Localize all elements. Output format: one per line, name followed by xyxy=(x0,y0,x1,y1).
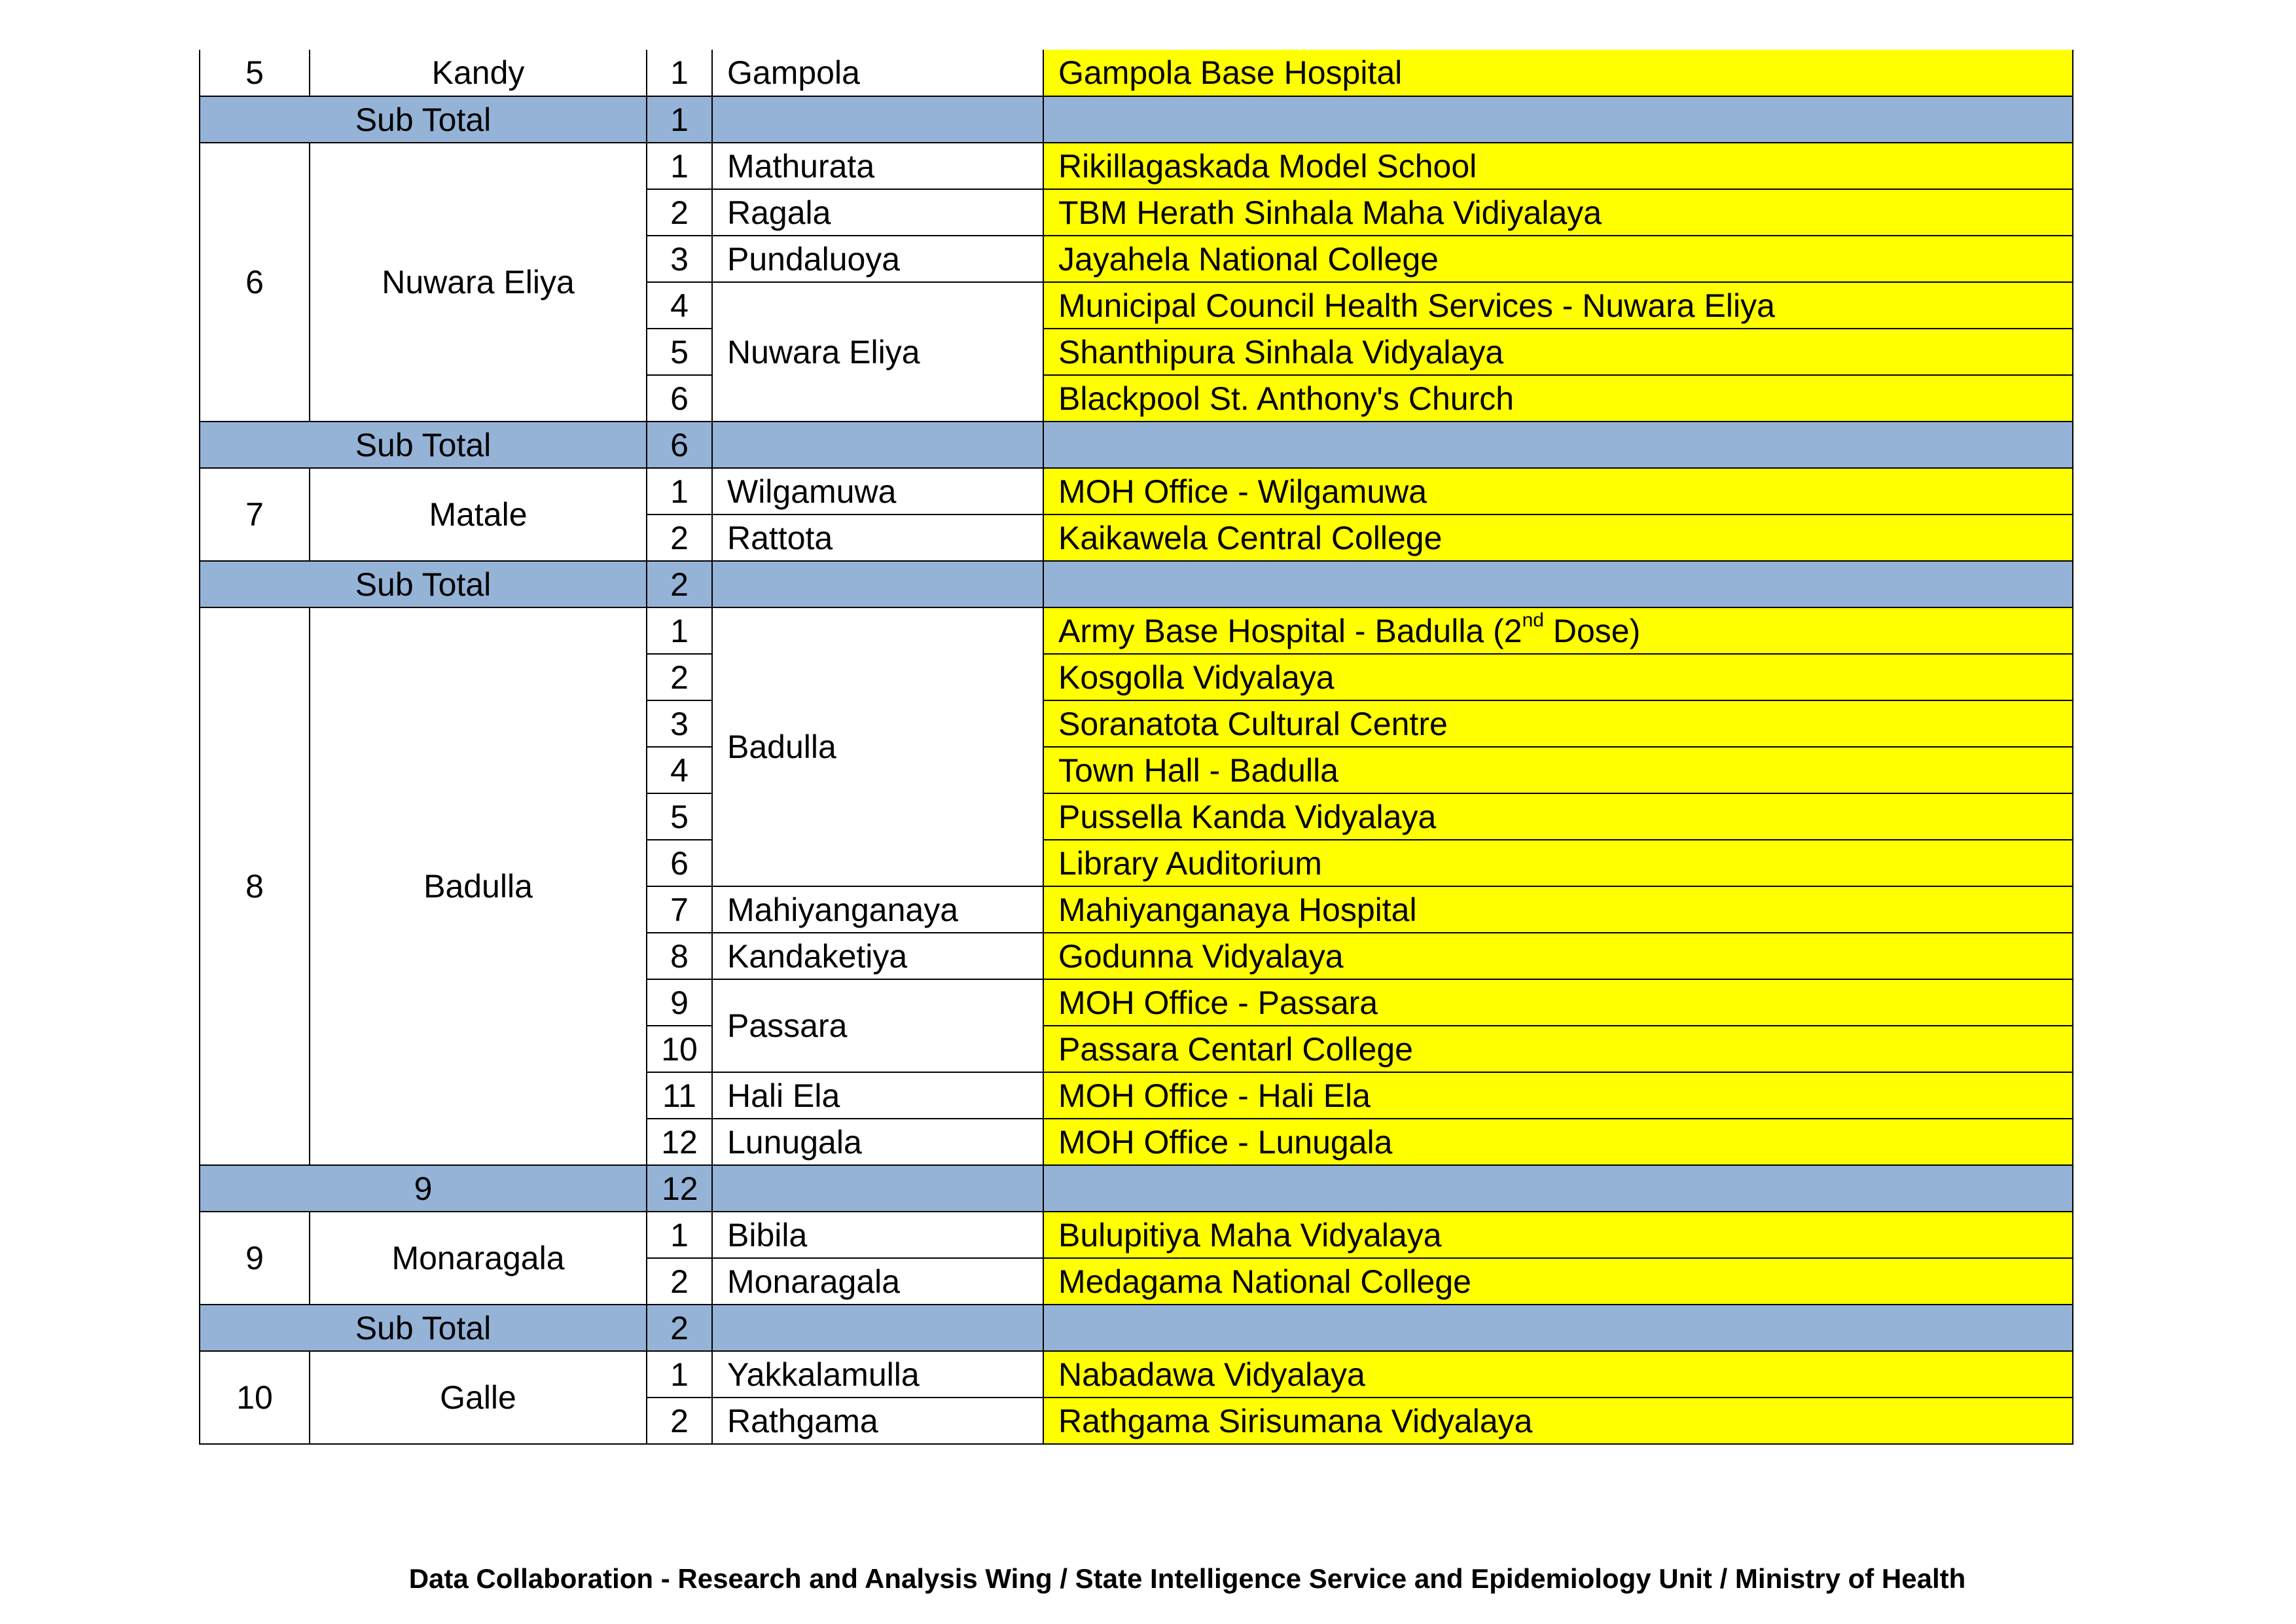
site-serial: 6 xyxy=(647,840,712,886)
district-name: Galle xyxy=(310,1351,647,1444)
site-serial: 10 xyxy=(647,1026,712,1072)
subtotal-site-empty xyxy=(1043,422,2073,468)
site-text-after: Dose) xyxy=(1544,612,1641,649)
subtotal-row xyxy=(200,1305,2073,1351)
moh-area: Badulla xyxy=(712,607,1043,886)
site-serial: 11 xyxy=(647,1072,712,1119)
subtotal-label: Sub Total xyxy=(200,422,647,468)
vaccination-site: MOH Office - Passara xyxy=(1043,979,2073,1026)
moh-area: Nuwara Eliya xyxy=(712,282,1043,422)
vaccination-site: Passara Centarl College xyxy=(1043,1026,2073,1072)
subtotal-count: 1 xyxy=(647,96,712,143)
site-serial: 12 xyxy=(647,1119,712,1165)
moh-area: Lunugala xyxy=(712,1119,1043,1165)
vaccination-site: Blackpool St. Anthony's Church xyxy=(1043,375,2073,422)
district-name: Nuwara Eliya xyxy=(310,143,647,422)
subtotal-moh-empty xyxy=(712,422,1043,468)
subtotal-moh-empty xyxy=(712,1305,1043,1351)
site-serial: 1 xyxy=(647,607,712,654)
vaccination-site: Soranatota Cultural Centre xyxy=(1043,700,2073,747)
moh-area: Wilgamuwa xyxy=(712,468,1043,514)
site-serial: 1 xyxy=(647,1351,712,1398)
vaccination-site: Rikillagaskada Model School xyxy=(1043,143,2073,189)
moh-area: Mahiyanganaya xyxy=(712,886,1043,933)
site-serial: 1 xyxy=(647,143,712,189)
site-serial: 6 xyxy=(647,375,712,422)
vaccination-centres-table xyxy=(199,50,2073,1445)
moh-area: Ragala xyxy=(712,189,1043,236)
subtotal-site-empty xyxy=(1043,561,2073,607)
district-number: 7 xyxy=(200,468,310,561)
site-serial: 2 xyxy=(647,189,712,236)
site-serial: 9 xyxy=(647,979,712,1026)
moh-area: Pundaluoya xyxy=(712,236,1043,282)
subtotal-count: 2 xyxy=(647,561,712,607)
table-row xyxy=(200,50,2073,96)
subtotal-moh-empty xyxy=(712,561,1043,607)
district-number: 5 xyxy=(200,50,310,96)
moh-area: Rathgama xyxy=(712,1398,1043,1444)
table-row xyxy=(200,1351,2073,1398)
site-serial: 1 xyxy=(647,1212,712,1258)
vaccination-site: Town Hall - Badulla xyxy=(1043,747,2073,793)
district-name: Kandy xyxy=(310,50,647,96)
moh-area: Yakkalamulla xyxy=(712,1351,1043,1398)
subtotal-label: Sub Total xyxy=(200,1305,647,1351)
vaccination-site: Bulupitiya Maha Vidyalaya xyxy=(1043,1212,2073,1258)
vaccination-site: Kaikawela Central College xyxy=(1043,514,2073,561)
table-body xyxy=(200,50,2073,1444)
district-number: 8 xyxy=(200,607,310,1165)
district-name: Matale xyxy=(310,468,647,561)
vaccination-site: Nabadawa Vidyalaya xyxy=(1043,1351,2073,1398)
vaccination-site: Medagama National College xyxy=(1043,1258,2073,1305)
subtotal-moh-empty xyxy=(712,96,1043,143)
site-serial: 4 xyxy=(647,282,712,329)
site-serial: 3 xyxy=(647,700,712,747)
subtotal-label: 9 xyxy=(200,1165,647,1212)
vaccination-site: Municipal Council Health Services - Nuwara Eliya xyxy=(1043,282,2073,329)
site-text: Army Base Hospital - Badulla (2 xyxy=(1058,612,1522,649)
subtotal-moh-empty xyxy=(712,1165,1043,1212)
subtotal-count: 2 xyxy=(647,1305,712,1351)
subtotal-site-empty xyxy=(1043,1165,2073,1212)
site-superscript: nd xyxy=(1522,609,1544,631)
vaccination-site: Rathgama Sirisumana Vidyalaya xyxy=(1043,1398,2073,1444)
moh-area: Bibila xyxy=(712,1212,1043,1258)
moh-area: Rattota xyxy=(712,514,1043,561)
site-serial: 2 xyxy=(647,654,712,700)
vaccination-site: Shanthipura Sinhala Vidyalaya xyxy=(1043,329,2073,375)
table-row xyxy=(200,607,2073,654)
site-serial: 2 xyxy=(647,1258,712,1305)
subtotal-count: 6 xyxy=(647,422,712,468)
table-row xyxy=(200,1212,2073,1258)
site-serial: 5 xyxy=(647,793,712,840)
table-row xyxy=(200,468,2073,514)
vaccination-site: Mahiyanganaya Hospital xyxy=(1043,886,2073,933)
vaccination-site: Gampola Base Hospital xyxy=(1043,50,2073,96)
vaccination-site: TBM Herath Sinhala Maha Vidiyalaya xyxy=(1043,189,2073,236)
vaccination-site: Pussella Kanda Vidyalaya xyxy=(1043,793,2073,840)
site-serial: 4 xyxy=(647,747,712,793)
subtotal-row xyxy=(200,96,2073,143)
site-serial: 1 xyxy=(647,50,712,96)
district-number: 6 xyxy=(200,143,310,422)
vaccination-site: Godunna Vidyalaya xyxy=(1043,933,2073,979)
site-serial: 3 xyxy=(647,236,712,282)
vaccination-site: MOH Office - Hali Ela xyxy=(1043,1072,2073,1119)
vaccination-site: Library Auditorium xyxy=(1043,840,2073,886)
vaccination-site: Kosgolla Vidyalaya xyxy=(1043,654,2073,700)
subtotal-site-empty xyxy=(1043,1305,2073,1351)
moh-area: Passara xyxy=(712,979,1043,1072)
subtotal-row xyxy=(200,561,2073,607)
subtotal-count: 12 xyxy=(647,1165,712,1212)
subtotal-site-empty xyxy=(1043,96,2073,143)
subtotal-label: Sub Total xyxy=(200,561,647,607)
subtotal-label: Sub Total xyxy=(200,96,647,143)
page-footer: Data Collaboration - Research and Analysis Wing / State Intelligence Service and Epidemiology Unit / Ministry of Health xyxy=(408,1563,1966,1594)
vaccination-site: MOH Office - Wilgamuwa xyxy=(1043,468,2073,514)
site-serial: 1 xyxy=(647,468,712,514)
site-serial: 5 xyxy=(647,329,712,375)
table-row xyxy=(200,143,2073,189)
moh-area: Kandaketiya xyxy=(712,933,1043,979)
moh-area: Hali Ela xyxy=(712,1072,1043,1119)
vaccination-site xyxy=(1043,607,2073,654)
moh-area: Monaragala xyxy=(712,1258,1043,1305)
moh-area: Gampola xyxy=(712,50,1043,96)
vaccination-site: Jayahela National College xyxy=(1043,236,2073,282)
site-serial: 8 xyxy=(647,933,712,979)
vaccination-site: MOH Office - Lunugala xyxy=(1043,1119,2073,1165)
site-serial: 2 xyxy=(647,1398,712,1444)
site-serial: 2 xyxy=(647,514,712,561)
district-name: Badulla xyxy=(310,607,647,1165)
district-number: 10 xyxy=(200,1351,310,1444)
subtotal-row xyxy=(200,422,2073,468)
site-serial: 7 xyxy=(647,886,712,933)
district-name: Monaragala xyxy=(310,1212,647,1305)
subtotal-row xyxy=(200,1165,2073,1212)
district-number: 9 xyxy=(200,1212,310,1305)
moh-area: Mathurata xyxy=(712,143,1043,189)
